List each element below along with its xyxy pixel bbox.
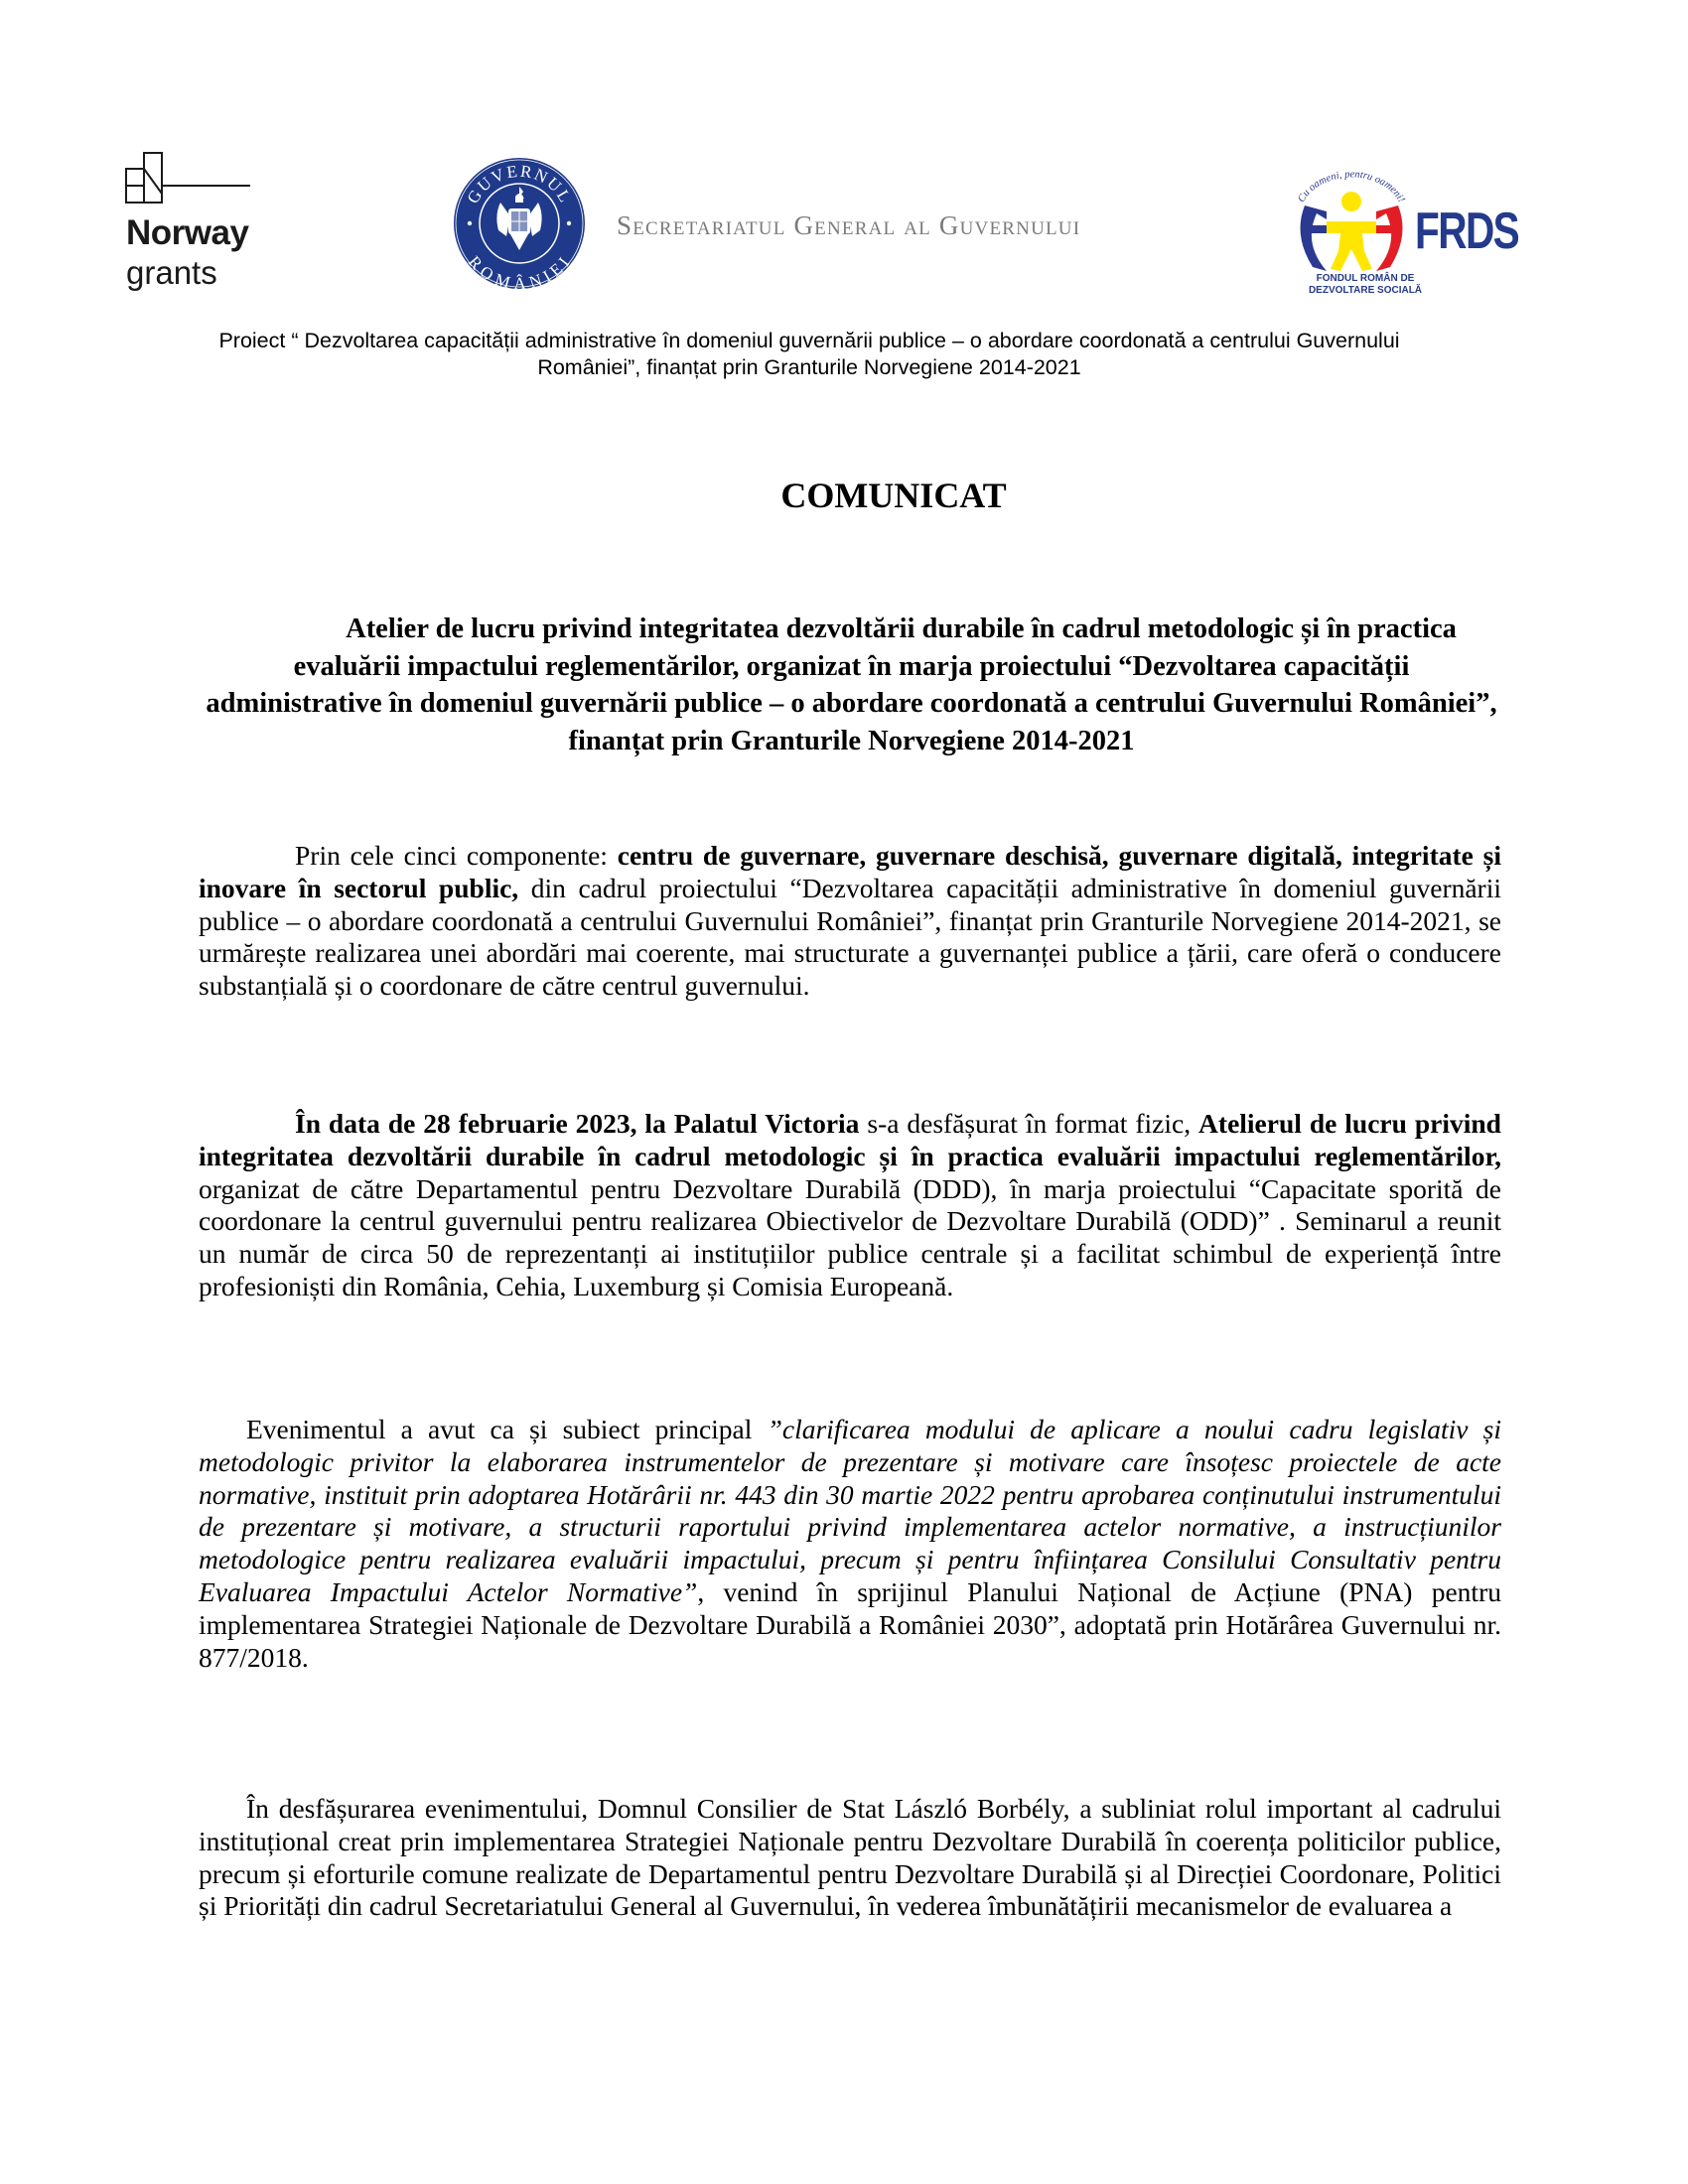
paragraph-speaker-remarks bbox=[199, 1793, 1501, 1923]
paragraph-bold-date-location: În data de 28 februarie 2023, la Palatul Victoria bbox=[295, 1108, 860, 1139]
paragraph-event-subject bbox=[199, 1414, 1501, 1674]
frds-people-emblem-icon bbox=[1291, 164, 1415, 275]
sgg-logo-text: Secretariatul General al Guvernului bbox=[617, 210, 1081, 240]
frds-full-name-line1: FONDUL ROMÂN DE bbox=[1316, 273, 1415, 284]
svg-text:ROMÂNIEI: ROMÂNIEI bbox=[464, 252, 575, 290]
svg-text:Cu oameni, pentru oameni!: Cu oameni, pentru oameni! bbox=[1296, 169, 1407, 205]
paragraph-italic-quote: ”clarificarea modului de aplicare a noului cadru legislativ și metodologic privitor la elaborarea instrumentelor de prezentare și motivare care însoțesc proiectele de acte normative, instituit prin adoptarea Hotărârii nr. 443 din 30 martie 2022 pentru aprobarea conținutului instrumentului de prezentare și motivare, a structurii raportului privind implementarea actelor normative, a instrucțiunilor metodologice pentru realizarea evaluării impactului, precum și pentru înființarea Consilului Consultativ pentru Evaluarea Impactului Actelor Normative” bbox=[199, 1414, 1501, 1607]
document-subtitle: Atelier de lucru privind integritatea dezvoltării durabile în cadrul metodologic și în practica evaluării impactului reglementărilor, organizat în marja proiectului “Dezvoltarea capacității administrative în domeniul guvernării publice – o abordare coordonată a centrului Guvernului României”, finanțat prin Granturile Norvegiene 2014-2021 bbox=[206, 614, 1497, 756]
paragraph-bold-components: centru de guvernare, guvernare deschisă, guvernare digitală, integritate și inovare în sectorul public, bbox=[199, 840, 1501, 903]
paragraph-text: finanțat prin Granturile Norvegiene 2014-2021, se urmărește realizarea unei abordări mai coerente, mai structurate a guvernanței publice a țării, care oferă o conducere substanțială și o coordonare de către centrul guvernului. bbox=[199, 904, 1501, 1002]
paragraph-text: s-a desfășurat în format fizic, bbox=[859, 1108, 1199, 1139]
paragraph-bold-workshop-name: Atelierul de lucru privind integritatea dezvoltării durabile în cadrul metodologic și în practica evaluării impactului reglementărilor, bbox=[199, 1108, 1501, 1171]
norway-grants-word-grants: grants bbox=[126, 254, 217, 291]
paragraph-text: În desfășurarea evenimentului, Domnul Consilier de Stat László Borbély, a subliniat rolul important al cadrului instituțional creat prin implementarea Strategiei Naționale pentru Dezvoltare Durabilă în coerența politicilor publice, precum și eforturile comune realizate de Departamentul pentru Dezvoltare Durabilă și al Direcției Coordonare, Politici și Priorități din cadrul Secretariatului General al Guvernului, în vederea îmbunătățirii mecanismelor de evaluarea a bbox=[199, 1793, 1501, 1922]
paragraph-text: din cadrul proiectului “Dezvoltarea capacității administrative în domeniul guvernării publice – o abordare coordonată a centrului Guvernului României”, bbox=[199, 872, 1501, 936]
paragraph-text: organizat de către Departamentul pentru Dezvoltare Durabilă (DDD), în marja proiectului “Capacitate sporită de coordonare la centrul guvernului pentru realizarea Obiectivelor de Dezvoltare Durabilă (ODD)” . Seminarul a reunit un număr de circa 50 de reprezentanți ai instituțiilor publice centrale și a facilitat schimbul de experiență între profesioniști din România, Cehia, Luxemburg și Comisia Europeană. bbox=[199, 1172, 1501, 1301]
frds-acronym: FRDS bbox=[1415, 203, 1519, 260]
paragraph-project-components bbox=[199, 840, 1501, 1003]
norway-grants-word-norway: Norway bbox=[126, 213, 249, 252]
government-of-romania-seal bbox=[453, 157, 586, 290]
page-title: COMUNICAT bbox=[780, 476, 1007, 515]
project-header-line2: României”, finanțat prin Granturile Norvegiene 2014-2021 bbox=[537, 355, 1081, 379]
project-header bbox=[109, 328, 1509, 381]
paragraph-text: Evenimentul a avut ca și subiect principal bbox=[246, 1414, 768, 1444]
svg-text:GUVERNUL: GUVERNUL bbox=[463, 161, 576, 207]
frds-full-name bbox=[1301, 273, 1430, 297]
frds-logo bbox=[1291, 164, 1519, 308]
norway-grants-mark-icon bbox=[124, 152, 258, 211]
paragraph-text: Prin cele cinci componente: bbox=[295, 840, 618, 871]
norway-grants-logo bbox=[124, 152, 258, 299]
frds-full-name-line2: DEZVOLTARE SOCIALĂ bbox=[1308, 285, 1423, 296]
paragraph-event-details bbox=[199, 1108, 1501, 1303]
project-header-line1: Proiect “ Dezvoltarea capacității administrative în domeniul guvernării publice – o abordare coordonată a centrului Guvernului bbox=[218, 329, 1400, 352]
paragraph-text: , venind în sprijinul Planului Național de Acțiune (PNA) pentru implementarea Strategiei Naționale de Dezvoltare Durabilă a României 2030”, adoptată prin Hotărârea Guvernului nr. 877/2018. bbox=[199, 1575, 1501, 1673]
romanian-coat-of-arms-icon bbox=[453, 157, 586, 290]
